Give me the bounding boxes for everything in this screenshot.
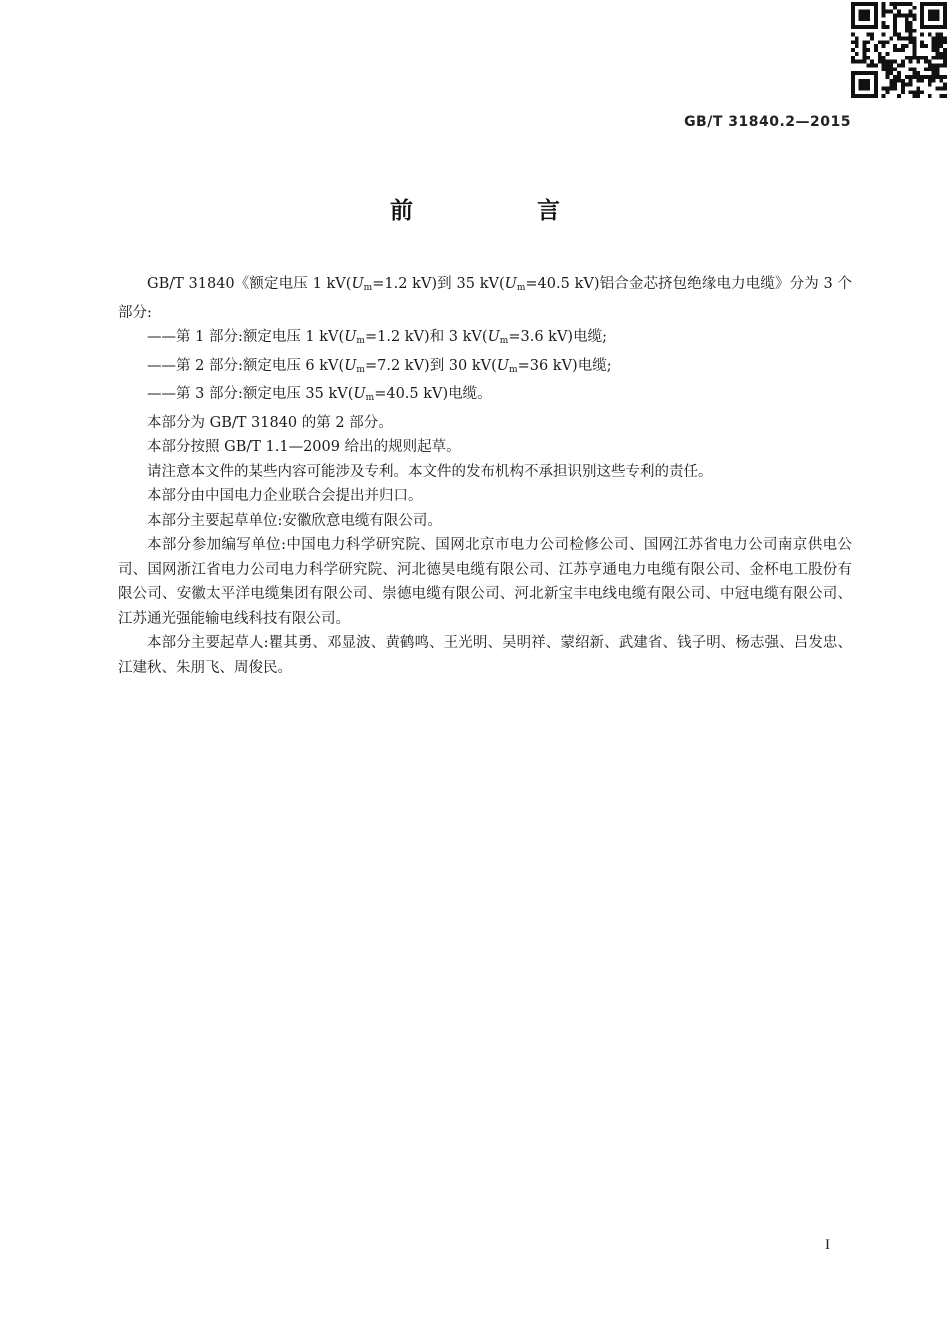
subscript-m: m — [363, 283, 373, 293]
text-run: =40.5 kV)电缆。 — [374, 386, 492, 402]
subscript-m: m — [516, 283, 526, 293]
patent-notice: 请注意本文件的某些内容可能涉及专利。本文件的发布机构不承担识别这些专利的责任。 — [147, 463, 713, 480]
subscript-m: m — [356, 364, 365, 375]
text-run: ——第 1 部分:额定电压 1 kV( — [147, 329, 345, 345]
symbol-u: U — [344, 329, 357, 345]
foreword-body — [118, 272, 852, 680]
qr-code-icon — [851, 2, 947, 98]
symbol-u: U — [496, 357, 510, 374]
main-drafting-unit: 本部分主要起草单位:安徽欣意电缆有限公司。 — [147, 512, 442, 529]
page-title: 前 言 — [389, 198, 618, 224]
part-list-item-3 — [118, 382, 852, 411]
intro-paragraph — [118, 272, 852, 325]
text-run: GB/T 31840《额定电压 1 kV( — [147, 276, 352, 292]
text-run: =3.6 kV)电缆; — [508, 329, 607, 345]
symbol-u: U — [353, 386, 366, 402]
part-list-item-2 — [118, 354, 852, 383]
part-list-item-1 — [118, 325, 852, 354]
page-number: I — [825, 1237, 830, 1253]
part-statement: 本部分为 GB/T 31840 的第 2 部分。 — [147, 414, 393, 431]
symbol-u: U — [351, 276, 364, 292]
symbol-u: U — [487, 329, 500, 345]
text-run: =40.5 kV)铝合金芯挤包绝缘电力电缆》分为 3 个部分: — [118, 276, 853, 321]
proposer-statement: 本部分由中国电力企业联合会提出并归口。 — [147, 488, 423, 504]
subscript-m: m — [365, 393, 375, 403]
text-run: =7.2 kV)到 30 kV( — [364, 357, 497, 374]
main-drafters: 本部分主要起草人:瞿其勇、邓显波、黄鹤鸣、王光明、吴明祥、蒙绍新、武建省、钱子明、杨志强、吕发忠、江建秋、朱朋飞、周俊民。 — [118, 635, 852, 676]
symbol-u: U — [344, 357, 357, 374]
text-run: ——第 3 部分:额定电压 35 kV( — [147, 386, 354, 402]
subscript-m: m — [356, 336, 365, 346]
standard-code: GB/T 31840.2—2015 — [684, 114, 851, 130]
subscript-m: m — [509, 364, 518, 375]
text-run: =36 kV)电缆; — [517, 357, 612, 374]
subscript-m: m — [499, 336, 509, 346]
symbol-u: U — [504, 276, 517, 292]
text-run: =1.2 kV)和 3 kV( — [364, 329, 488, 345]
text-run: =1.2 kV)到 35 kV( — [372, 276, 505, 292]
text-run: ——第 2 部分:额定电压 6 kV( — [147, 357, 345, 374]
drafting-rules: 本部分按照 GB/T 1.1—2009 给出的规则起草。 — [147, 439, 461, 455]
participating-units: 本部分参加编写单位:中国电力科学研究院、国网北京市电力公司检修公司、国网江苏省电力公司南京供电公司、国网浙江省电力公司电力科学研究院、河北德昊电缆有限公司、江苏亨通电力电缆有限公司、金杯电工股份有限公司、安徽太平洋电缆集团有限公司、崇德电缆有限公司、河北新宝丰电线电缆有限公司、中冠电缆有限公司、江苏通光强能输电线科技有限公司。 — [118, 537, 852, 627]
